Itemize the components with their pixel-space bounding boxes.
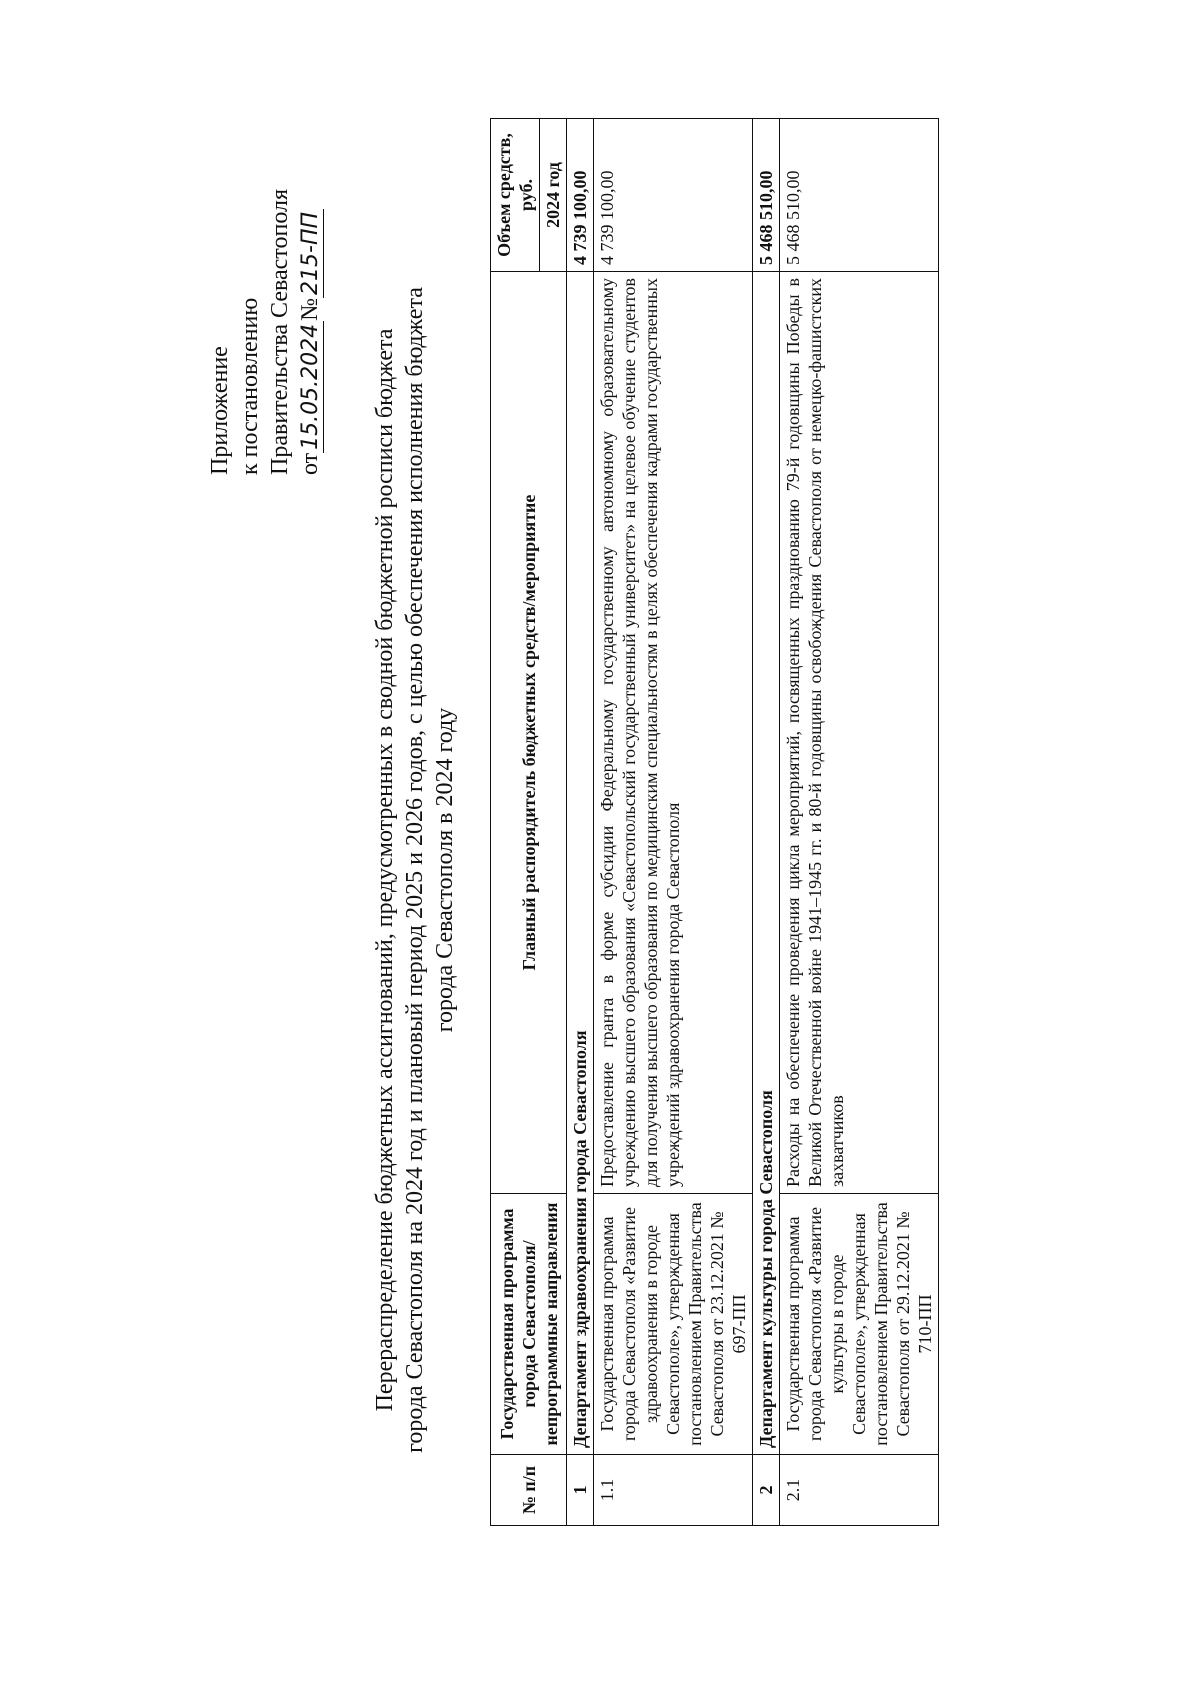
date-prefix: от: [297, 452, 323, 475]
number-prefix: №: [297, 297, 323, 321]
table-row: [567, 119, 594, 1526]
row-amount: 4 739 100,00: [594, 119, 753, 272]
section-num: 2: [753, 1455, 780, 1526]
table-row: [594, 119, 753, 1526]
title-line-3: города Севастополя в 2024 году: [432, 707, 458, 1033]
section-department: Департамент культуры города Севастополя: [753, 272, 780, 1455]
header-amount: Объем средств, руб.: [491, 119, 540, 272]
section-department: Департамент здравоохранения города Севастополя: [567, 272, 594, 1455]
section-total: 4 739 100,00: [567, 119, 594, 272]
header-year: 2024 год: [540, 119, 567, 272]
row-program: Государственная программа города Севастополя «Развитие культуры в городе Севастополе», утвержденная постановлением Правительства Севастополя от 29.12.2021 № 710-ПП: [780, 1194, 939, 1455]
appendix-date-line: [295, 115, 326, 475]
header-program: Государственная программа города Севастополя/ непрограммные направления: [491, 1194, 567, 1455]
section-total: 5 468 510,00: [753, 119, 780, 272]
table-header-row: [491, 119, 540, 1526]
row-num: 2.1: [780, 1455, 939, 1526]
table-row: [753, 119, 780, 1526]
appendix-line-2: к постановлению: [237, 297, 263, 475]
row-num: 1.1: [594, 1455, 753, 1526]
row-program: Государственная программа города Севастополя «Развитие здравоохранения в городе Севастополе», утвержденная постановлением Правительства Севастополя от 23.12.2021 № 697-ПП: [594, 1194, 753, 1455]
handwritten-number: 215-ПП: [298, 209, 324, 298]
row-description: Расходы на обеспечение проведения цикла мероприятий, посвященных празднованию 79-й годовщины Победы в Великой Отечественной войне 1941–1945 гг. и 80-й годовщины освобождения Севастополя от немецко-фашистских захватчиков: [780, 272, 939, 1194]
handwritten-date: 15.05.2024: [298, 321, 324, 453]
table-row: [780, 119, 939, 1526]
document-page: [160, 110, 1180, 1570]
appendix-line-1: Приложение: [207, 346, 233, 475]
title-line-1: Перераспределение бюджетных ассигнований, предусмотренных в сводной бюджетной росписи бюджета: [372, 328, 398, 1412]
header-manager: Главный распорядитель бюджетных средств/мероприятие: [491, 272, 567, 1194]
header-num: № п/п: [491, 1455, 567, 1526]
allocation-table: [490, 118, 939, 1526]
row-amount: 5 468 510,00: [780, 119, 939, 272]
row-description: Предоставление гранта в форме субсидии Федеральному государственному автономному образовательному учреждению высшего образования «Севастопольский государственный университет» на целевое обучение студентов для получения высшего образования по медицинским специальностям в целях обеспечения кадрами государственных учреждений здравоохранения города Севастополя: [594, 272, 753, 1194]
document-title: [370, 250, 460, 1490]
appendix-block: [205, 115, 326, 475]
title-line-2: города Севастополя на 2024 год и плановый период 2025 и 2026 годов, с целью обеспечения исполнения бюджета: [402, 287, 428, 1453]
appendix-line-3: Правительства Севастополя: [267, 188, 293, 475]
section-num: 1: [567, 1455, 594, 1526]
